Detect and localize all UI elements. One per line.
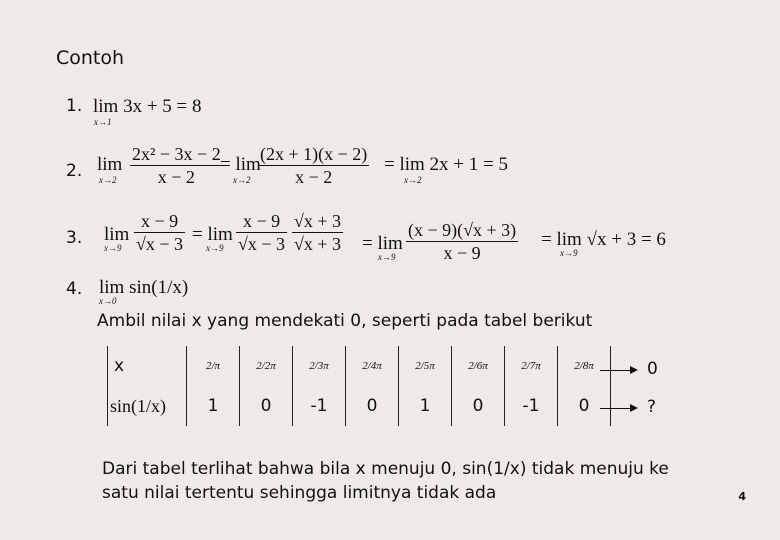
item-3-fraction-2: [236, 210, 287, 255]
conclusion-line-2: satu nilai tertentu sehingga limitnya tidak ada: [102, 483, 497, 503]
item-3-sub-1: x→9: [104, 243, 122, 253]
right-arrow-icon: [600, 408, 636, 409]
item-4-limit-subscript: x→0: [99, 296, 117, 306]
item-2-sub-3: x→2: [404, 175, 422, 185]
item-2-numerator-1: 2x² − 3x − 2: [132, 144, 221, 164]
conclusion-line-1: Dari tabel terlihat bahwa bila x menuju 0, sin(1/x) tidak menuju ke: [102, 459, 669, 479]
item-2-denominator-2: x − 2: [295, 167, 333, 187]
item-2-fraction-2: [258, 143, 369, 188]
item-3-numerator-1: x − 9: [134, 210, 185, 233]
item-2-result: = lim 2x + 1 = 5: [384, 154, 508, 175]
item-3-numerator-3: √x + 3: [294, 211, 342, 231]
item-1-expression: lim 3x + 5 = 8: [93, 96, 202, 117]
x-value-cell: 2/3π: [293, 346, 346, 386]
item-3-number: 3.: [66, 228, 83, 248]
item-4-number: 4.: [66, 279, 83, 299]
item-3-denominator-1: √x − 3: [136, 234, 184, 254]
item-3-denominator-4: x − 9: [443, 243, 481, 263]
sin-value-cell: 0: [452, 386, 505, 426]
x-value-cell: 2/4π: [346, 346, 399, 386]
x-value-cell: 2/6π: [452, 346, 505, 386]
table-row-sin: [108, 386, 611, 426]
item-3-denominator-2: √x − 3: [238, 234, 286, 254]
intro-text: Ambil nilai x yang mendekati 0, seperti pada tabel berikut: [97, 311, 593, 331]
row-label-x: x: [108, 346, 187, 386]
sin-limit-value: ?: [647, 397, 657, 417]
item-1-number: 1.: [66, 96, 83, 116]
item-3-sub-2: x→9: [206, 243, 224, 253]
x-limit-value: 0: [647, 359, 658, 379]
sin-value-cell: -1: [505, 386, 558, 426]
item-2-numerator-2: (2x + 1)(x − 2): [260, 144, 368, 164]
values-table: [107, 346, 611, 426]
item-3-numerator-2: x − 9: [236, 210, 287, 233]
item-2-sub-1: x→2: [99, 175, 117, 185]
item-2-lim: lim: [97, 154, 123, 175]
sin-value-cell: 1: [399, 386, 452, 426]
item-2-number: 2.: [66, 161, 83, 181]
sin-value-cell: 0: [240, 386, 293, 426]
item-3-fraction-4: [406, 219, 518, 264]
item-4-expression: lim sin(1/x): [99, 277, 189, 298]
sin-value-cell: 1: [187, 386, 240, 426]
item-3-sub-3: x→9: [378, 252, 396, 262]
x-value-cell: 2/2π: [240, 346, 293, 386]
x-value-cell: 2/8π: [558, 346, 611, 386]
x-value-cell: 2/π: [187, 346, 240, 386]
slide-title: Contoh: [56, 47, 125, 69]
item-2-denominator-1: x − 2: [157, 167, 195, 187]
item-3-fraction-3: [292, 210, 343, 255]
item-2-equals-lim: = lim: [220, 154, 261, 175]
item-3-lim: lim: [104, 224, 130, 245]
item-3-numerator-4: (x − 9)(√x + 3): [408, 220, 517, 240]
item-3-denominator-3: √x + 3: [294, 234, 342, 254]
sin-value-cell: -1: [293, 386, 346, 426]
item-3-result: = lim √x + 3 = 6: [541, 229, 666, 250]
sin-value-cell: 0: [346, 386, 399, 426]
x-value-cell: 2/5π: [399, 346, 452, 386]
page-number: 4: [738, 490, 746, 503]
item-3-equals-lim-1: = lim: [192, 224, 233, 245]
sin-value-cell: 0: [558, 386, 611, 426]
x-value-cell: 2/7π: [505, 346, 558, 386]
item-2-sub-2: x→2: [233, 175, 251, 185]
row-label-sin: sin(1/x): [108, 386, 187, 426]
item-3-fraction-1: [134, 210, 185, 255]
right-arrow-icon: [600, 370, 636, 371]
item-2-fraction-1: [130, 143, 223, 188]
item-3-sub-4: x→9: [560, 248, 578, 258]
item-1-limit-subscript: x→1: [94, 117, 112, 127]
table-row-x: [108, 346, 611, 386]
item-3-equals-lim-2: = lim: [362, 233, 403, 254]
